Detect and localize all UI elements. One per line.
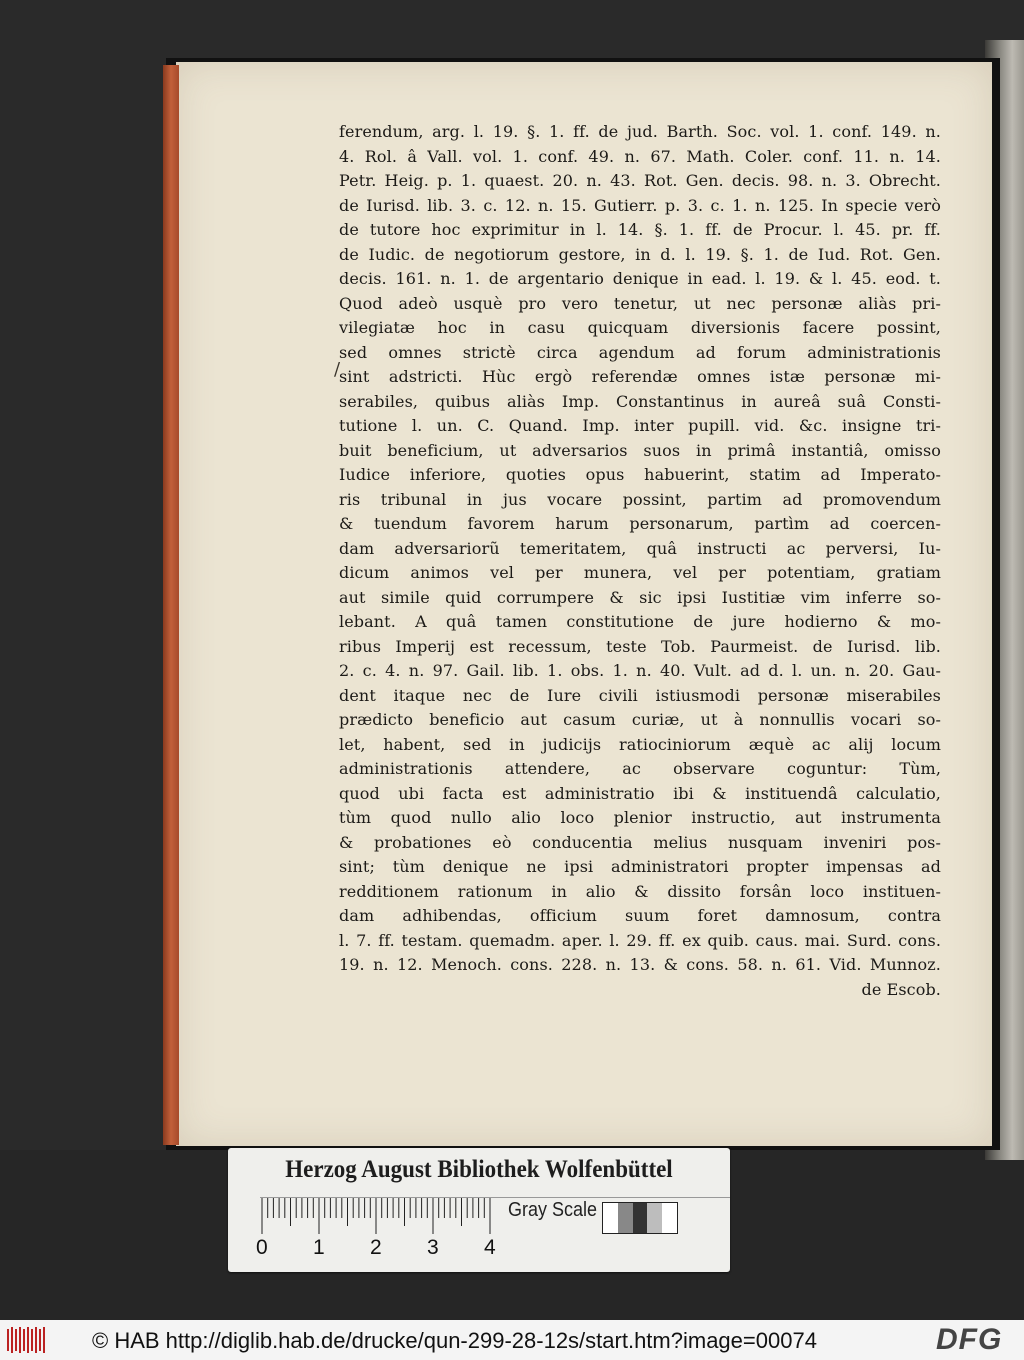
text-line: & probationes eò conducentia melius nusquam inveniri pos- (339, 832, 941, 852)
text-line: ferendum, arg. l. 19. §. 1. ff. de jud. Barth. Soc. vol. 1. conf. 149. n. (339, 122, 941, 141)
text-line: sint adstricti. Hùc ergò referendæ omnes istæ personæ mi- (339, 367, 941, 386)
text-line: ris tribunal in jus vocare possint, partim ad promovendum (339, 489, 941, 509)
gray-swatch (647, 1203, 662, 1233)
text-line: dam adhibendas, officium suum foret damnosum, contra (339, 906, 941, 925)
ruler-number-1: 1 (313, 1236, 325, 1259)
text-line: serabiles, quibus aliàs Imp. Constantinus in aureâ suâ Consti- (339, 391, 941, 411)
text-line: tutione l. un. C. Quand. Imp. inter pupill. vid. &c. insigne tri- (339, 416, 941, 435)
margin-mark: / (334, 359, 341, 380)
text-line: redditionem rationum in alio & dissito forsân loco instituen- (339, 881, 941, 901)
text-line: dam adversariorũ temeritatem, quâ instructi ac perversi, Iu- (339, 538, 941, 558)
text-line: Petr. Heig. p. 1. quaest. 20. n. 43. Rot. Gen. decis. 98. n. 3. Obrecht. (339, 171, 941, 190)
text-line: dicum animos vel per munera, vel per potentiam, gratiam (339, 563, 941, 582)
text-line: Quod adeò usquè pro vero tenetur, ut nec personæ aliàs pri- (339, 293, 941, 313)
ruler-number-2: 2 (370, 1236, 382, 1259)
ruler-number-4: 4 (484, 1236, 496, 1259)
text-line: quod ubi facta est administratio ibi & instituendâ calculatio, (339, 783, 941, 803)
footer-bar (0, 1320, 1024, 1360)
gray-scale-swatches (602, 1202, 678, 1234)
text-line: l. 7. ff. testam. quemadm. aper. l. 29. ff. ex quib. caus. mai. Surd. cons. (339, 930, 941, 950)
text-line: ribus Imperij est recessum, teste Tob. Paurmeist. de Iurisd. lib. (339, 636, 941, 656)
text-line: vilegiatæ hoc in casu quicquam diversionis facere possint, (339, 318, 941, 337)
text-line: sint; tùm denique ne ipsi administratori propter impensas ad (339, 857, 941, 876)
text-line: 19. n. 12. Menoch. cons. 228. n. 13. & cons. 58. n. 61. Vid. Munnoz. (339, 955, 941, 974)
text-line: & tuendum favorem harum personarum, partìm ad coercen- (339, 514, 941, 533)
page-text (339, 120, 941, 1002)
dfg-logo: DFG (936, 1323, 1003, 1356)
text-line: prædicto beneficio aut casum curiæ, ut à nonnullis vocari so- (339, 710, 941, 729)
footer-source-link[interactable]: © HAB http://diglib.hab.de/drucke/qun-299-28-12s/start.htm?image=00074 (92, 1328, 817, 1353)
gray-swatch (603, 1203, 618, 1233)
gray-swatch (618, 1203, 633, 1233)
color-calibration-card (228, 1148, 730, 1272)
text-line: 2. c. 4. n. 97. Gail. lib. 1. obs. 1. n. 40. Vult. ad d. l. un. n. 20. Gau- (339, 661, 941, 680)
barcode-icon (6, 1325, 46, 1355)
text-line: de tutore hoc exprimitur in l. 14. §. 1. ff. de Procur. l. 45. pr. ff. (339, 220, 941, 239)
text-line: sed omnes strictè circa agendum ad forum administrationis (339, 342, 941, 362)
gray-scale-label: Gray Scale (508, 1199, 598, 1221)
text-line: buit beneficium, ut adversarios suos in primâ instantiâ, omisso (339, 440, 941, 460)
ruler-number-0: 0 (256, 1236, 268, 1259)
text-line: de Iudic. de negotiorum gestore, in d. l. 19. §. 1. de Iud. Rot. Gen. (339, 244, 941, 264)
text-line: administrationis attendere, ac observare coguntur: Tùm, (339, 759, 941, 778)
text-line: 4. Rol. â Vall. vol. 1. conf. 49. n. 67. Math. Coler. conf. 11. n. 14. (339, 146, 941, 166)
text-line: lebant. A quâ tamen constitutione de jure hodierno & mo- (339, 612, 941, 631)
book-page (176, 62, 992, 1146)
gray-swatch (633, 1203, 648, 1233)
gray-swatch (662, 1203, 677, 1233)
text-line: let, habent, sed in judicijs ratiociniorum æquè ac alij locum (339, 734, 941, 754)
text-line: tùm quod nullo alio loco plenior instructio, aut instrumenta (339, 808, 941, 827)
text-line: aut simile quid corrumpere & sic ipsi Iustitiæ vim inferre so- (339, 587, 941, 607)
text-line: Iudice inferiore, quoties opus habuerint, statim ad Imperato- (339, 465, 941, 484)
text-line: de Escob. (861, 979, 941, 999)
ruler-number-3: 3 (427, 1236, 439, 1259)
ruler-scale (258, 1196, 498, 1236)
text-line: dent itaque nec de Iure civili istiusmodi personæ miserabiles (339, 685, 941, 705)
page-edge-red (163, 65, 179, 1145)
library-name: Herzog August Bibliothek Wolfenbüttel (285, 1156, 673, 1183)
text-line: decis. 161. n. 1. de argentario denique in ead. l. 19. & l. 45. eod. t. (339, 269, 941, 288)
text-line: de Iurisd. lib. 3. c. 12. n. 15. Gutierr. p. 3. c. 1. n. 125. In specie verò (339, 195, 941, 215)
